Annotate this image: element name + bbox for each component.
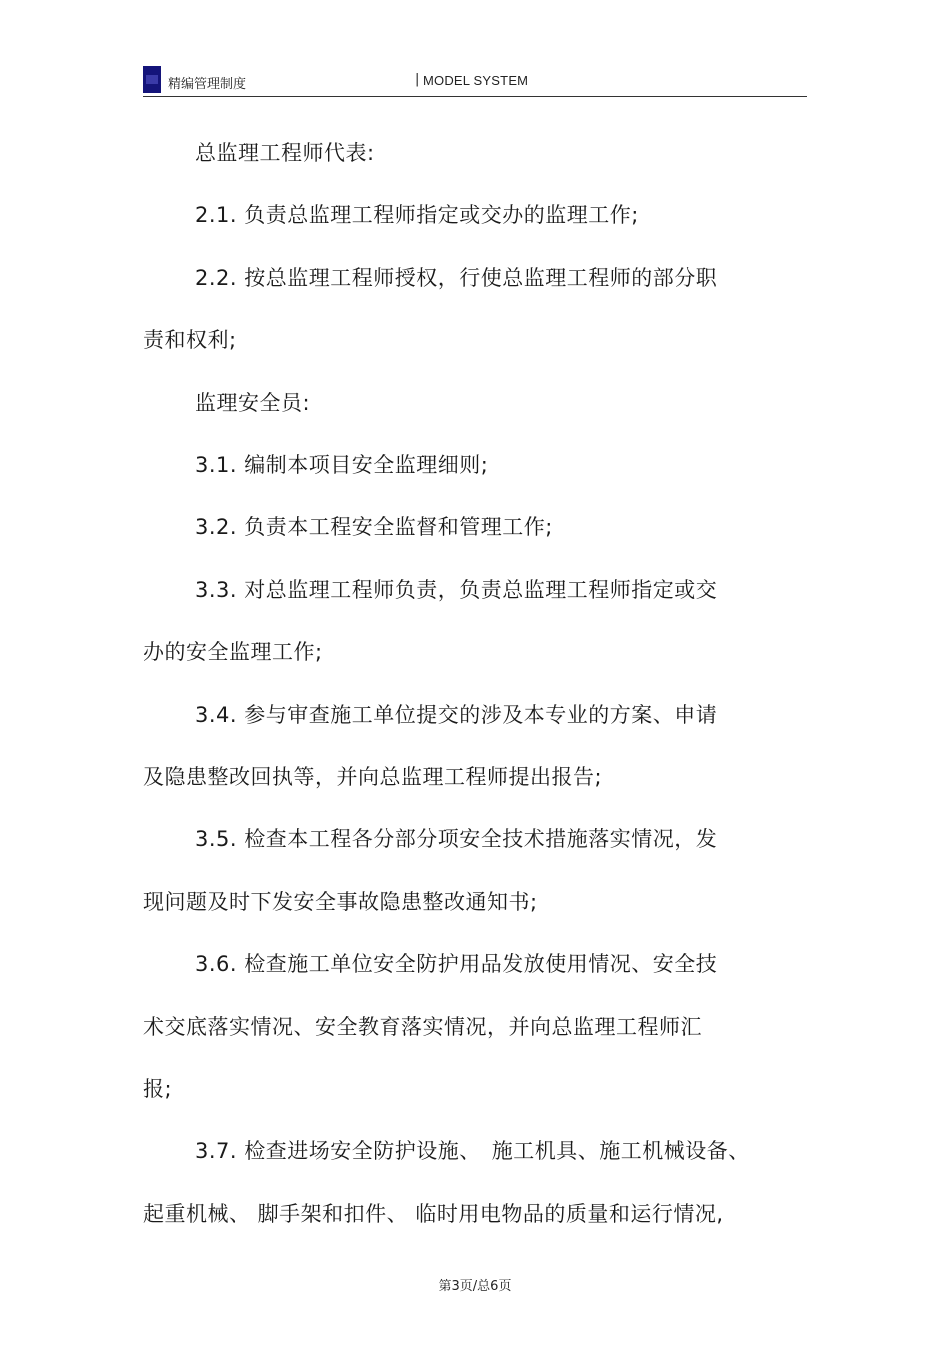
body-line: 办的安全监理工作; xyxy=(143,640,323,664)
body-line: 3.1. 编制本项目安全监理细则; xyxy=(195,453,489,477)
body-line: 现问题及时下发安全事故隐患整改通知书; xyxy=(143,890,538,914)
page-header xyxy=(143,66,807,97)
page-number: 第3页/总6页 xyxy=(438,1279,512,1294)
body-line: 2.1. 负责总监理工程师指定或交办的监理工作; xyxy=(195,203,639,227)
body-line: 责和权利; xyxy=(143,328,237,352)
header-title: 精编管理制度 xyxy=(168,77,247,92)
logo-icon xyxy=(143,66,161,93)
body-line: 监理安全员: xyxy=(195,391,311,415)
body-line: 3.5. 检查本工程各分部分项安全技术措施落实情况，发 xyxy=(195,827,718,851)
body-line: 总监理工程师代表: xyxy=(195,141,375,165)
body-line: 3.6. 检查施工单位安全防护用品发放使用情况、安全技 xyxy=(195,952,718,976)
body-line: 术交底落实情况、安全教育落实情况，并向总监理工程师汇 xyxy=(143,1015,702,1039)
header-separator: | xyxy=(415,72,420,87)
body-line: 及隐患整改回执等，并向总监理工程师提出报告; xyxy=(143,765,603,789)
body-line: 起重机械、 脚手架和扣件、 临时用电物品的质量和运行情况, xyxy=(143,1202,724,1226)
body-line: 报; xyxy=(143,1077,173,1101)
body-line: 3.2. 负责本工程安全监督和管理工作; xyxy=(195,515,553,539)
body-line: 3.4. 参与审查施工单位提交的涉及本专业的方案、申请 xyxy=(195,703,718,727)
body-line: 2.2. 按总监理工程师授权，行使总监理工程师的部分职 xyxy=(195,266,718,290)
header-subtitle: MODEL SYSTEM xyxy=(423,73,529,88)
body-line: 3.3. 对总监理工程师负责，负责总监理工程师指定或交 xyxy=(195,578,718,602)
body-line: 3.7. 检查进场安全防护设施、 施工机具、施工机械设备、 xyxy=(195,1139,750,1163)
